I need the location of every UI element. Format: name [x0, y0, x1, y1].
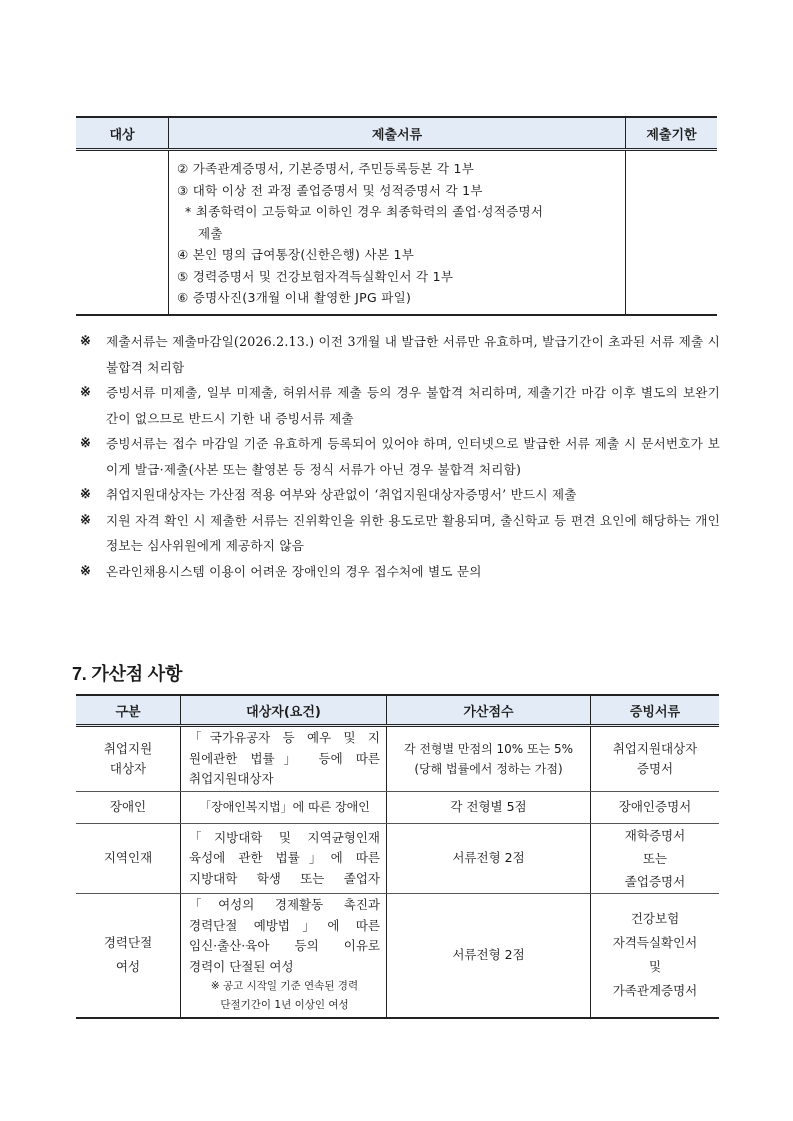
- cell-deadline: [626, 150, 718, 315]
- eligibility-note: 단절기간이 1년 이상인 여성: [220, 999, 349, 1012]
- list-item: ④ 본인 명의 급여통장(신한은행) 사본 1부: [177, 247, 415, 262]
- text-line: 취업지원대상자: [612, 740, 698, 756]
- table-row: [76, 726, 719, 792]
- text-line: 장애인: [109, 799, 147, 815]
- text-line: 건강보험: [630, 911, 680, 927]
- text-line: 대상자: [109, 761, 147, 776]
- text-line: 취업지원대상자: [189, 771, 274, 787]
- text-line: 서류전형 2점: [452, 947, 525, 962]
- cell-category: [76, 792, 181, 824]
- note-item: [80, 482, 720, 508]
- note-item: [80, 380, 720, 431]
- notes-list: [80, 329, 720, 584]
- header-eligibility: 대상자(요건): [181, 695, 387, 726]
- text-line: 자격득실확인서: [612, 935, 698, 951]
- cell-eligibility: [181, 824, 387, 894]
- text-line: 각 전형별 만점의 10% 또는 5%: [403, 741, 574, 756]
- note-text: 온라인채용시스템 이용이 어려운 장애인의 경우 접수처에 별도 문의: [106, 563, 482, 579]
- text-line: 증명서: [636, 761, 674, 776]
- text-line: 원에관한 법률」 등에 따른: [189, 750, 380, 766]
- header-proof: 증빙서류: [591, 695, 720, 726]
- text-line: 각 전형별 5점: [450, 799, 527, 815]
- text-line: (당해 법률에서 정하는 가점): [414, 762, 563, 776]
- cell-proof: [591, 792, 720, 824]
- list-item-note-cont: 제출: [198, 225, 223, 241]
- note-text: 증빙서류 미제출, 일부 미제출, 허위서류 제출 등의 경우 불합격 처리하며, 제출기간 마감 이후 별도의 보완기간이 없으므로 반드시 기한 내 증빙서류 제출: [106, 385, 720, 426]
- text-line: 여성: [115, 959, 141, 975]
- list-item: ② 가족관계증명서, 기본증명서, 주민등록등본 각 1부: [177, 161, 475, 176]
- text-line: 및: [648, 959, 662, 975]
- text-line: 재학증명서: [624, 828, 686, 843]
- header-category: 구분: [76, 695, 181, 726]
- bonus-table-header: [76, 695, 719, 726]
- cell-points: [387, 792, 591, 824]
- text-line: 「여성의 경제활동 촉진과: [189, 897, 380, 913]
- text-line: 임신·출산·육아 등의 이유로: [189, 938, 380, 954]
- documents-table-header: [76, 117, 717, 150]
- cell-eligibility: [181, 726, 387, 792]
- text-line: 지역인재: [103, 850, 153, 866]
- text-line: 「장애인복지법」에 따른 장애인: [199, 800, 370, 815]
- list-item: ③ 대학 이상 전 과정 졸업증명서 및 성적증명서 각 1부: [177, 182, 483, 198]
- header-deadline: 제출기한: [626, 117, 718, 150]
- bonus-points-table: [76, 694, 719, 1019]
- cell-category: [76, 894, 181, 1018]
- note-item: [80, 559, 720, 585]
- section-title: 7. 가산점 사항: [72, 664, 183, 684]
- reference-mark-icon: ※: [80, 385, 92, 400]
- table-row: [76, 792, 719, 824]
- table-row: [76, 894, 719, 1018]
- text-line: 가족관계증명서: [612, 983, 698, 999]
- text-line: 경력이 단절된 여성: [189, 958, 294, 974]
- documents-table: [76, 116, 717, 316]
- cell-proof: [591, 824, 720, 894]
- document-list: [169, 151, 625, 314]
- note-item: [80, 329, 720, 380]
- reference-mark-icon: ※: [80, 487, 92, 502]
- text-line: 졸업증명서: [624, 874, 686, 889]
- text-line: 「지방대학 및 지역균형인재: [189, 829, 380, 845]
- text-line: 지방대학 학생 또는 졸업자: [189, 870, 380, 886]
- note-text: 취업지원대상자는 가산점 적용 여부와 상관없이 ‘취업지원대상자증명서’ 반드시 제출: [106, 487, 577, 502]
- cell-target: [76, 150, 169, 315]
- note-item: [80, 508, 720, 559]
- cell-points: [387, 894, 591, 1018]
- cell-proof: [591, 894, 720, 1018]
- reference-mark-icon: ※: [80, 334, 92, 349]
- reference-mark-icon: ※: [80, 512, 92, 528]
- note-text: 제출서류는 제출마감일(2026.2.13.) 이전 3개월 내 발급한 서류만 유효하며, 발급기간이 초과된 서류 제출 시 불합격 처리함: [106, 334, 720, 375]
- text-line: 경력단절 예방법」에 따른: [189, 917, 380, 933]
- reference-mark-icon: ※: [80, 563, 92, 579]
- text-line: 서류전형 2점: [452, 850, 525, 866]
- text-line: 「국가유공자 등 예우 및 지: [189, 730, 380, 746]
- reference-mark-icon: ※: [80, 436, 92, 451]
- header-target: 대상: [76, 117, 169, 150]
- cell-eligibility: [181, 894, 387, 1018]
- note-text: 지원 자격 확인 시 제출한 서류는 진위확인을 위한 용도로만 활용되며, 출신학교 등 편견 요인에 해당하는 개인정보는 심사위원에게 제공하지 않음: [106, 512, 720, 553]
- note-item: [80, 431, 720, 482]
- text-line: 취업지원: [103, 740, 153, 756]
- eligibility-note: ※ 공고 시작일 기준 연속된 경력: [210, 980, 359, 993]
- text-line: 경력단절: [103, 935, 153, 951]
- cell-eligibility: [181, 792, 387, 824]
- cell-documents: [169, 150, 626, 315]
- table-row: [76, 824, 719, 894]
- cell-category: [76, 824, 181, 894]
- list-item: ⑥ 증명사진(3개월 이내 촬영한 JPG 파일): [177, 290, 412, 305]
- list-item: ⑤ 경력증명서 및 건강보험자격득실확인서 각 1부: [177, 268, 454, 284]
- header-points: 가산점수: [387, 695, 591, 726]
- cell-category: [76, 726, 181, 792]
- list-item-note: * 최종학력이 고등학교 이하인 경우 최종학력의 졸업·성적증명서: [185, 204, 544, 219]
- text-line: 육성에 관한 법률」에 따른: [189, 850, 380, 866]
- text-line: 장애인증명서: [618, 799, 692, 815]
- header-documents: 제출서류: [169, 117, 626, 150]
- text-line: 또는: [642, 851, 668, 866]
- cell-points: [387, 824, 591, 894]
- note-text: 증빙서류는 접수 마감일 기준 유효하게 등록되어 있어야 하며, 인터넷으로 발급한 서류 제출 시 문서번호가 보이게 발급·제출(사본 또는 촬영본 등 정식 서류가 아닌 경우 불합격 처리함): [106, 436, 720, 477]
- cell-proof: [591, 726, 720, 792]
- cell-points: [387, 726, 591, 792]
- table-row: [76, 150, 717, 315]
